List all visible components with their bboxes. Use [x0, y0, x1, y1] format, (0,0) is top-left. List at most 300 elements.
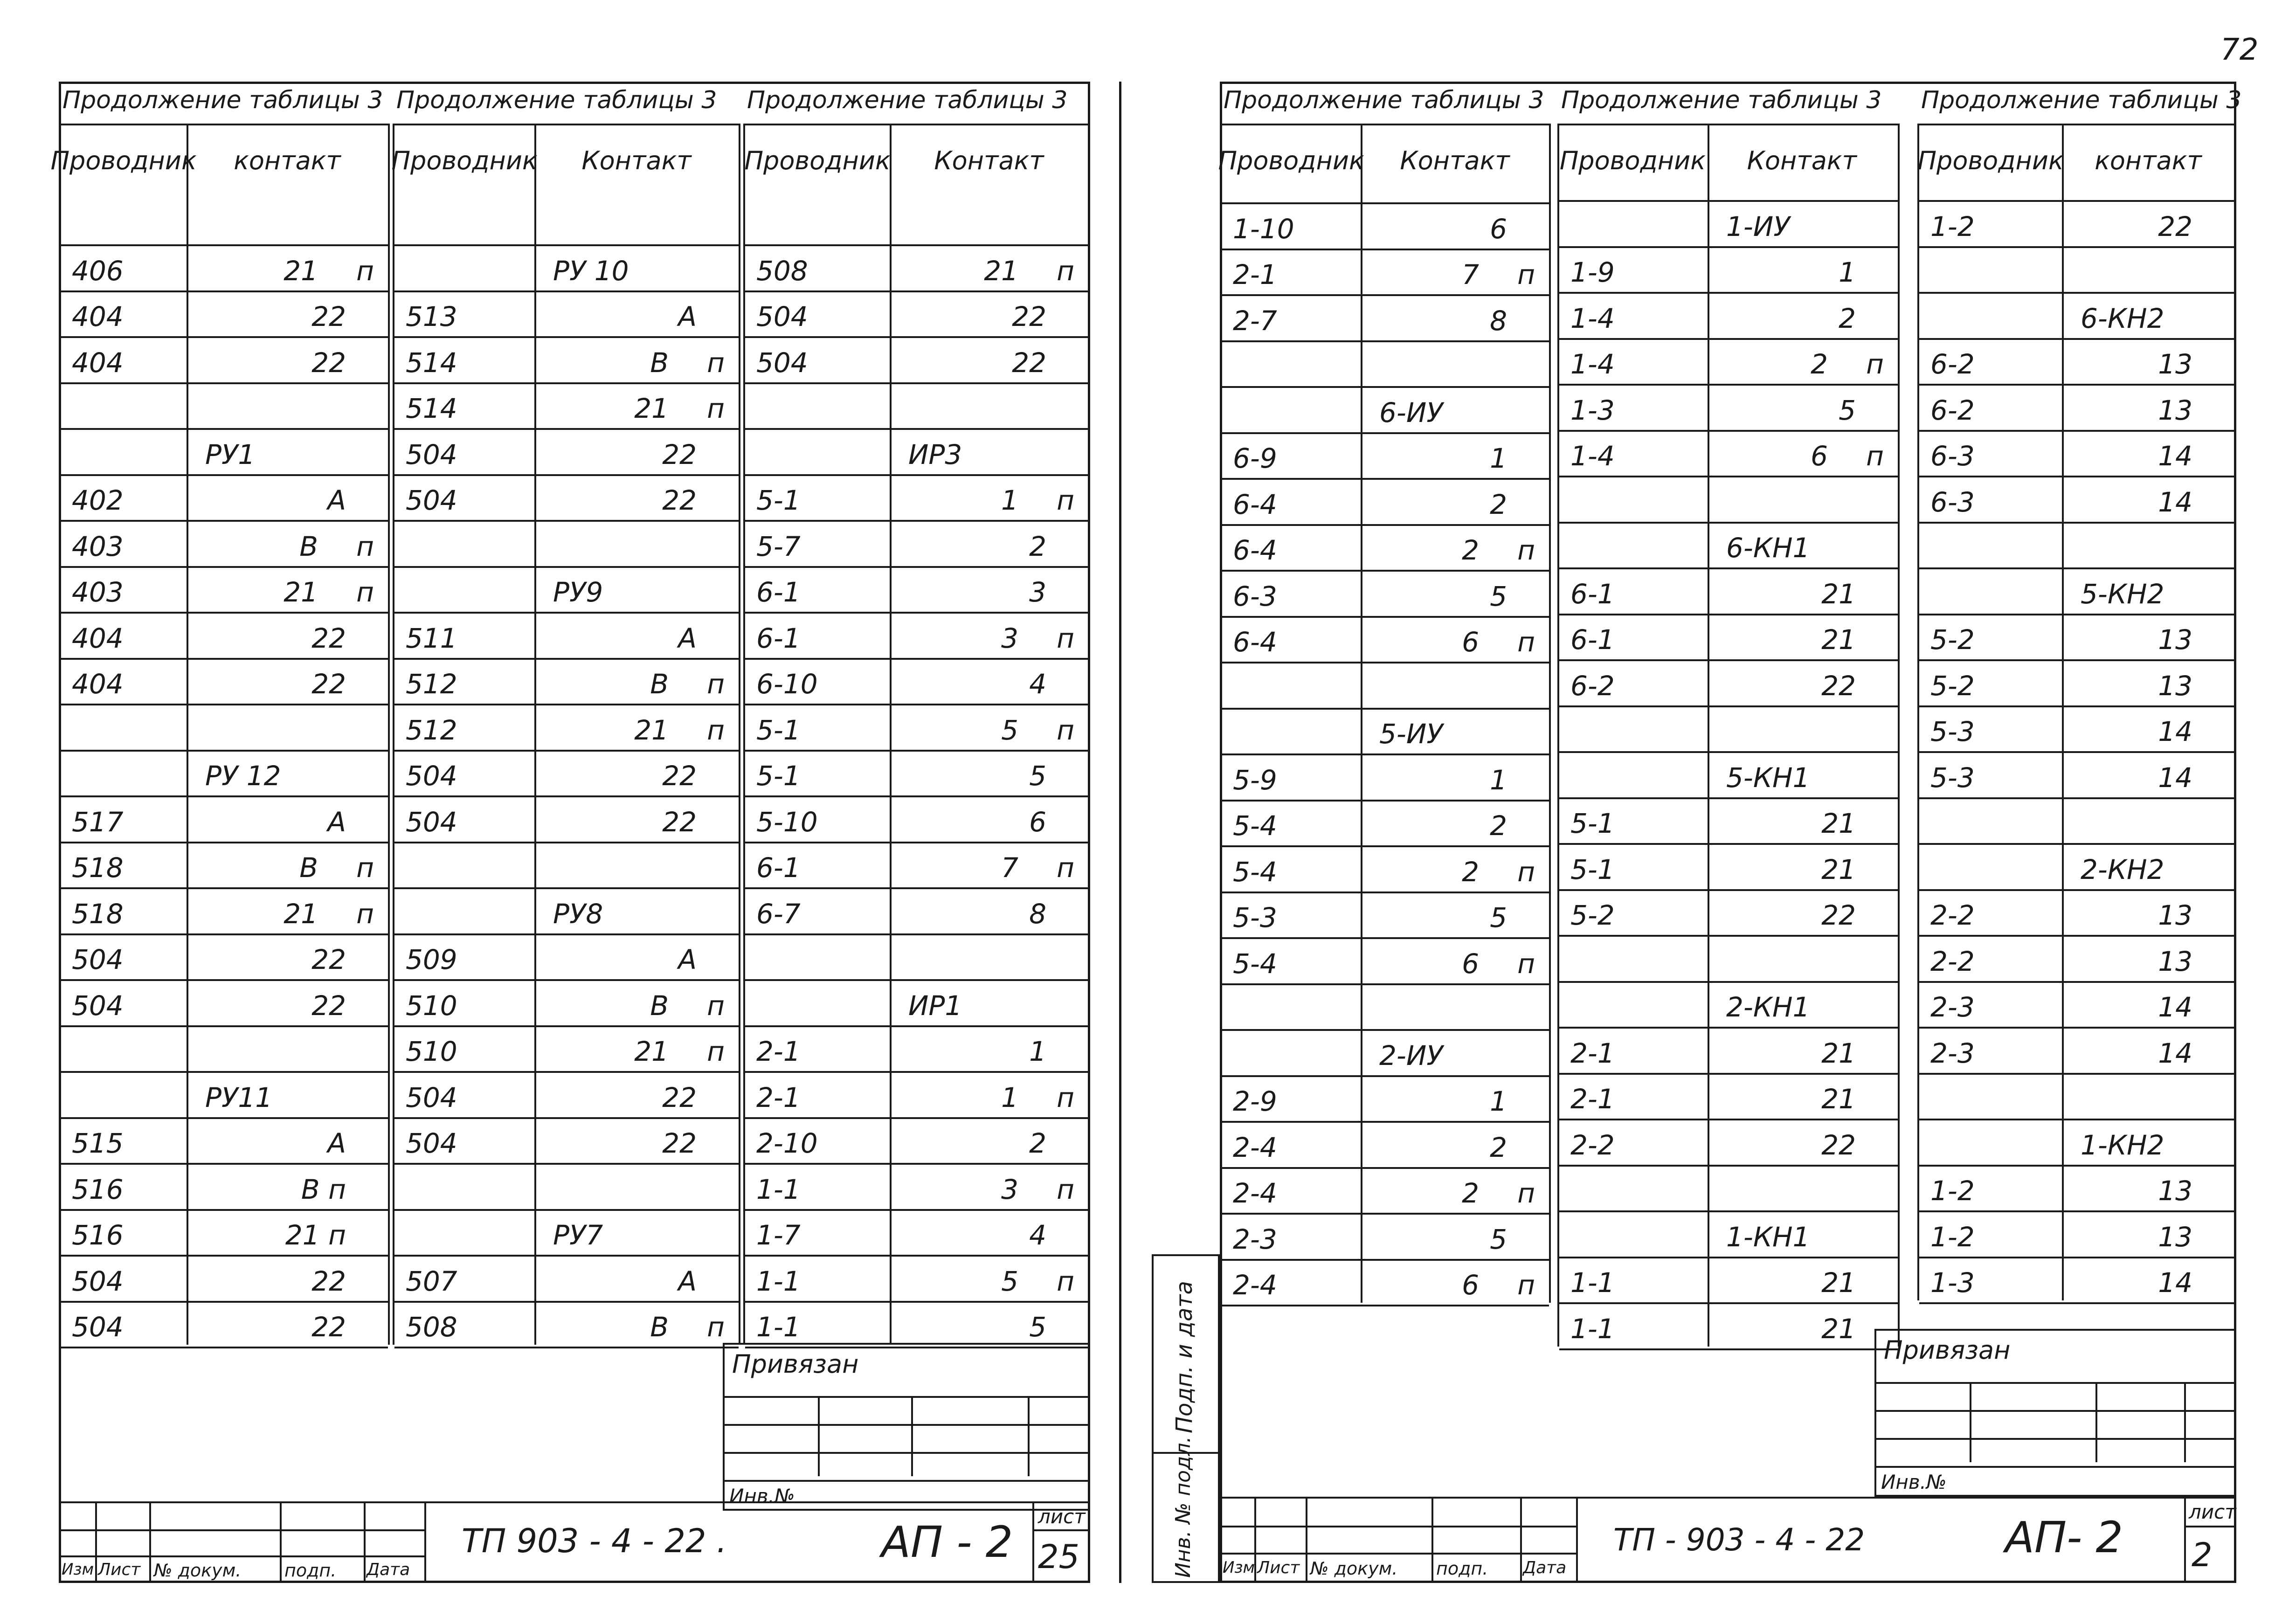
contact-cell: 21: [634, 714, 669, 746]
conductor-cell: 404: [72, 668, 124, 700]
contact-cell: 5: [1029, 1311, 1046, 1343]
conductor-cell: 504: [406, 760, 457, 792]
table-row: [61, 887, 388, 935]
contact-cell: 1: [1490, 442, 1507, 474]
table-row: [1222, 1121, 1549, 1169]
left-table-1-header-conductor: Проводник: [50, 145, 197, 175]
conductor-cell: 5-4: [1233, 810, 1277, 842]
table-row: [1222, 1167, 1549, 1215]
contact-cell: 21: [1821, 624, 1856, 656]
table-row: [1919, 935, 2234, 983]
table-row: [61, 474, 388, 522]
table-row: [1559, 935, 1898, 983]
conductor-cell: 513: [406, 301, 457, 332]
polarity-mark: п: [1866, 440, 1884, 472]
left-col-list: Лист: [98, 1560, 141, 1579]
contact-cell: 2: [1839, 302, 1856, 334]
contact-cell: 14: [2158, 1037, 2192, 1069]
conductor-cell: 1-9: [1570, 256, 1615, 288]
conductor-cell: 507: [406, 1265, 457, 1297]
contact-cell: 14: [2158, 991, 2192, 1023]
right-table-3-header: [1919, 125, 2234, 202]
table-row: [1919, 614, 2234, 662]
conductor-cell: 6-2: [1570, 670, 1615, 702]
left-table-1-header-contact: контакт: [234, 145, 341, 175]
table-row: [745, 1025, 1088, 1073]
table-row: [1919, 981, 2234, 1029]
right-table-2-header-contact: Контакт: [1747, 145, 1857, 175]
table-row: [1222, 937, 1549, 985]
conductor-cell: 6-9: [1233, 442, 1277, 474]
table-row: [61, 1117, 388, 1165]
left-code: АП - 2: [881, 1517, 1013, 1567]
right-code: АП- 2: [2005, 1513, 2123, 1562]
contact-cell: В п: [301, 1173, 346, 1205]
conductor-cell: 5-4: [1233, 856, 1277, 888]
page-number: 72: [2220, 33, 2259, 67]
contact-cell: 5: [1490, 580, 1507, 612]
table-row: [745, 612, 1088, 660]
right-table-1-title: Продолжение таблицы 3: [1224, 86, 1544, 114]
contact-cell: А: [678, 944, 697, 975]
conductor-cell: 509: [406, 944, 457, 975]
conductor-cell: 504: [406, 1081, 457, 1113]
conductor-cell: 5-7: [756, 530, 801, 562]
left-table-3-header: [745, 125, 1088, 246]
contact-cell: 22: [311, 989, 346, 1022]
polarity-mark: п: [707, 1311, 725, 1343]
right-table-2-title: Продолжение таблицы 3: [1561, 86, 1882, 114]
right-col-date: Дата: [1523, 1558, 1567, 1577]
side-strip: [1152, 1254, 1220, 1583]
table-row: [745, 979, 1088, 1027]
conductor-cell: 6-7: [756, 898, 801, 930]
table-row: [394, 704, 739, 752]
conductor-cell: 1-7: [756, 1219, 801, 1251]
conductor-cell: 2-3: [1930, 991, 1975, 1023]
table-row: [1559, 1165, 1898, 1213]
table-row: [1222, 1213, 1549, 1261]
table-row: [1559, 1257, 1898, 1305]
section-label: ИР1: [908, 989, 962, 1022]
table-row: [394, 750, 739, 798]
polarity-mark: п: [1057, 714, 1074, 746]
contact-cell: 2: [1490, 810, 1507, 842]
contact-cell: 6: [1462, 626, 1479, 658]
conductor-cell: 1-4: [1570, 302, 1615, 334]
contact-cell: 2: [1811, 348, 1828, 380]
polarity-mark: п: [1057, 622, 1074, 654]
contact-cell: 1: [1001, 1081, 1018, 1113]
conductor-cell: 5-10: [756, 806, 818, 838]
table-row: [61, 1163, 388, 1211]
table-row: [394, 1209, 739, 1257]
table-row: [394, 842, 739, 890]
polarity-mark: п: [1517, 856, 1535, 888]
conductor-cell: 6-2: [1930, 348, 1975, 380]
contact-cell: 22: [311, 346, 346, 379]
table-row: [1222, 800, 1549, 848]
contact-cell: 21: [984, 255, 1018, 287]
left-table-1-header: [50, 125, 388, 246]
table-row: [1559, 751, 1898, 799]
contact-cell: 6: [1462, 947, 1479, 980]
contact-cell: 2: [1462, 534, 1479, 566]
contact-cell: 6: [1462, 1269, 1479, 1301]
table-row: [394, 1025, 739, 1073]
table-row: [61, 336, 388, 384]
contact-cell: 13: [2158, 945, 2192, 977]
table-row: [745, 566, 1088, 614]
right-sheet-label: лист: [2189, 1500, 2236, 1523]
conductor-cell: 515: [72, 1127, 124, 1159]
table-row: [1222, 202, 1549, 250]
conductor-cell: 2-2: [1930, 945, 1975, 977]
right-col-list: Лист: [1257, 1558, 1300, 1577]
right-col-izm: Изм: [1223, 1558, 1255, 1577]
table-row: [61, 1255, 388, 1303]
table-row: [745, 520, 1088, 568]
table-row: [1919, 476, 2234, 524]
table-row: [394, 382, 739, 430]
table-row: [61, 290, 388, 339]
conductor-cell: 2-1: [1570, 1037, 1615, 1069]
table-row: [1919, 843, 2234, 891]
left-table-3-header-conductor: Проводник: [744, 145, 891, 175]
table-row: [61, 1209, 388, 1257]
table-row: [394, 428, 739, 476]
table-row: [1919, 797, 2234, 845]
right-table-1-header-contact: Контакт: [1400, 145, 1510, 175]
conductor-cell: 5-3: [1233, 902, 1277, 933]
left-table-2-header-contact: Контакт: [581, 145, 691, 175]
conductor-cell: 406: [72, 255, 124, 287]
conductor-cell: 1-2: [1930, 1175, 1975, 1207]
conductor-cell: 6-4: [1233, 626, 1277, 658]
contact-cell: 21: [284, 576, 318, 608]
section-label: 6-ИУ: [1379, 396, 1443, 428]
conductor-cell: 5-2: [1930, 624, 1975, 656]
table-row: [1559, 246, 1898, 294]
left-privyazan-label: Привязан: [732, 1349, 859, 1379]
polarity-mark: п: [1517, 259, 1535, 290]
section-label: 1-КН2: [2081, 1129, 2164, 1161]
left-table-3: [743, 124, 1090, 1345]
table-row: [745, 1255, 1088, 1303]
polarity-mark: п: [1517, 947, 1535, 980]
polarity-mark: п: [707, 346, 725, 379]
conductor-cell: 5-4: [1233, 947, 1277, 980]
conductor-cell: 2-1: [1570, 1083, 1615, 1115]
conductor-cell: 1-2: [1930, 210, 1975, 242]
contact-cell: 22: [311, 1265, 346, 1297]
contact-cell: 1: [1001, 484, 1018, 516]
table-row: [1919, 292, 2234, 340]
section-label: РУ1: [205, 438, 256, 470]
table-row: [745, 887, 1088, 935]
polarity-mark: п: [1866, 348, 1884, 380]
conductor-cell: 2-2: [1930, 899, 1975, 931]
table-row: [1559, 797, 1898, 845]
conductor-cell: 1-1: [756, 1265, 801, 1297]
polarity-mark: п: [356, 530, 374, 562]
contact-cell: А: [678, 622, 697, 654]
table-row: [1222, 845, 1549, 893]
table-row: [61, 382, 388, 430]
right-table-3-title: Продолжение таблицы 3: [1921, 86, 2242, 114]
contact-cell: В: [299, 530, 318, 562]
table-row: [394, 290, 739, 339]
section-label: РУ 10: [553, 255, 629, 287]
conductor-cell: 5-1: [1570, 853, 1615, 885]
contact-cell: 13: [2158, 1175, 2192, 1207]
section-label: 6-КН2: [2081, 302, 2164, 334]
contact-cell: 6: [1490, 213, 1507, 245]
contact-cell: 4: [1029, 1219, 1046, 1251]
conductor-cell: 5-9: [1233, 764, 1277, 796]
conductor-cell: 5-1: [756, 484, 801, 516]
right-table-2-header-conductor: Проводник: [1559, 145, 1706, 175]
contact-cell: А: [327, 1127, 346, 1159]
section-label: 6-КН1: [1726, 532, 1810, 564]
conductor-cell: 514: [406, 346, 457, 379]
contact-cell: 3: [1029, 576, 1046, 608]
table-row: [1222, 891, 1549, 940]
section-label: 2-КН1: [1726, 991, 1810, 1023]
table-row: [394, 887, 739, 935]
contact-cell: 21: [1821, 578, 1856, 610]
contact-cell: 22: [662, 1127, 697, 1159]
contact-cell: 8: [1490, 304, 1507, 337]
conductor-cell: 6-1: [1570, 624, 1615, 656]
contact-cell: 13: [2158, 348, 2192, 380]
table-row: [1919, 889, 2234, 937]
contact-cell: 21 п: [285, 1219, 346, 1251]
conductor-cell: 5-3: [1930, 716, 1975, 747]
table-row: [1919, 1027, 2234, 1075]
table-row: [1222, 708, 1549, 756]
conductor-cell: 1-1: [1570, 1267, 1615, 1299]
polarity-mark: п: [1057, 1173, 1074, 1205]
table-row: [1919, 659, 2234, 707]
left-sheet-no: 25: [1038, 1538, 1080, 1576]
table-row: [394, 474, 739, 522]
contact-cell: В: [650, 346, 669, 379]
table-row: [1559, 659, 1898, 707]
conductor-cell: 1-4: [1570, 440, 1615, 472]
table-row: [61, 566, 388, 614]
left-col-izm: Изм: [62, 1560, 94, 1579]
conductor-cell: 5-1: [756, 714, 801, 746]
side-inv-orig: Инв. № подл.: [1171, 1436, 1195, 1578]
contact-cell: 13: [2158, 899, 2192, 931]
conductor-cell: 5-2: [1570, 899, 1615, 931]
table-row: [1222, 340, 1549, 388]
section-label: 5-КН1: [1726, 761, 1810, 794]
left-sheet-label: лист: [1038, 1505, 1086, 1528]
polarity-mark: п: [1057, 1265, 1074, 1297]
table-row: [61, 750, 388, 798]
table-row: [745, 290, 1088, 339]
section-label: 1-КН1: [1726, 1221, 1810, 1253]
conductor-cell: 508: [406, 1311, 457, 1343]
contact-cell: 13: [2158, 1221, 2192, 1253]
table-row: [61, 428, 388, 476]
table-row: [1919, 246, 2234, 294]
conductor-cell: 504: [756, 346, 808, 379]
table-row: [1222, 1029, 1549, 1077]
conductor-cell: 6-1: [756, 622, 801, 654]
left-inv-label: Инв.№: [729, 1485, 795, 1507]
contact-cell: 21: [1821, 1083, 1856, 1115]
table-row: [394, 1071, 739, 1119]
contact-cell: 5: [1490, 902, 1507, 933]
conductor-cell: 504: [406, 438, 457, 470]
contact-cell: 1: [1490, 1085, 1507, 1117]
section-label: РУ 12: [205, 760, 281, 792]
table-row: [1919, 1119, 2234, 1167]
table-row: [1919, 430, 2234, 478]
section-label: 2-ИУ: [1379, 1039, 1443, 1071]
conductor-cell: 6-4: [1233, 488, 1277, 520]
left-table-1: [50, 124, 390, 1345]
table-row: [1919, 1210, 2234, 1258]
contact-cell: 21: [1821, 808, 1856, 839]
polarity-mark: п: [707, 393, 725, 424]
table-row: [394, 244, 739, 292]
table-row: [1222, 478, 1549, 526]
table-row: [1919, 384, 2234, 432]
contact-cell: В: [650, 989, 669, 1022]
contact-cell: 5: [1001, 714, 1018, 746]
conductor-cell: 504: [406, 806, 457, 838]
table-row: [61, 842, 388, 890]
contact-cell: 13: [2158, 394, 2192, 426]
contact-cell: 5: [1001, 1265, 1018, 1297]
conductor-cell: 511: [406, 622, 457, 654]
table-row: [1919, 1165, 2234, 1213]
contact-cell: 22: [1821, 899, 1856, 931]
conductor-cell: 504: [72, 989, 124, 1022]
contact-cell: А: [327, 484, 346, 516]
contact-cell: 2: [1029, 530, 1046, 562]
contact-cell: 21: [1821, 1313, 1856, 1345]
conductor-cell: 508: [756, 255, 808, 287]
polarity-mark: п: [1517, 1269, 1535, 1301]
polarity-mark: п: [707, 1036, 725, 1067]
contact-cell: 21: [284, 255, 318, 287]
table-row: [1559, 1027, 1898, 1075]
contact-cell: 5: [1490, 1223, 1507, 1255]
conductor-cell: 510: [406, 1036, 457, 1067]
conductor-cell: 5-1: [756, 760, 801, 792]
table-row: [1919, 1257, 2234, 1305]
contact-cell: 21: [1821, 853, 1856, 885]
contact-cell: 13: [2158, 624, 2192, 656]
table-row: [1222, 662, 1549, 710]
table-row: [394, 933, 739, 981]
table-row: [1222, 570, 1549, 618]
conductor-cell: 6-4: [1233, 534, 1277, 566]
table-row: [1559, 567, 1898, 615]
conductor-cell: 6-3: [1930, 486, 1975, 518]
right-table-3: [1917, 124, 2236, 1300]
conductor-cell: 6-1: [1570, 578, 1615, 610]
table-row: [1559, 430, 1898, 478]
contact-cell: 5: [1029, 760, 1046, 792]
table-row: [745, 1163, 1088, 1211]
table-row: [61, 612, 388, 660]
table-row: [745, 933, 1088, 981]
conductor-cell: 1-2: [1930, 1221, 1975, 1253]
right-inv-label: Инв.№: [1881, 1471, 1947, 1493]
polarity-mark: п: [356, 576, 374, 608]
table-row: [1919, 751, 2234, 799]
contact-cell: 21: [634, 1036, 669, 1067]
conductor-cell: 504: [72, 1311, 124, 1343]
conductor-cell: 504: [756, 301, 808, 332]
table-row: [61, 933, 388, 981]
contact-cell: 7: [1462, 259, 1479, 290]
contact-cell: 4: [1029, 668, 1046, 700]
contact-cell: 2: [1490, 488, 1507, 520]
contact-cell: В: [650, 1311, 669, 1343]
side-sign-date: Подп. и дата: [1171, 1281, 1197, 1433]
section-label: ИР3: [908, 438, 962, 470]
left-privyazan-box: [723, 1343, 1090, 1511]
conductor-cell: 2-4: [1233, 1131, 1277, 1163]
contact-cell: 22: [662, 484, 697, 516]
contact-cell: 21: [284, 898, 318, 930]
conductor-cell: 6-3: [1233, 580, 1277, 612]
conductor-cell: 2-3: [1233, 1223, 1277, 1255]
contact-cell: 6: [1029, 806, 1046, 838]
table-row: [745, 1071, 1088, 1119]
right-table-2: [1557, 124, 1900, 1347]
table-row: [1222, 983, 1549, 1031]
table-row: [394, 658, 739, 706]
table-row: [1222, 386, 1549, 434]
section-label: РУ11: [205, 1081, 273, 1113]
contact-cell: 3: [1001, 1173, 1018, 1205]
table-row: [1222, 294, 1549, 342]
table-row: [61, 979, 388, 1027]
left-stamp: [59, 1501, 1090, 1583]
conductor-cell: 504: [406, 484, 457, 516]
conductor-cell: 5-1: [1570, 808, 1615, 839]
table-row: [61, 1025, 388, 1073]
table-row: [1559, 705, 1898, 753]
contact-cell: 2: [1029, 1127, 1046, 1159]
conductor-cell: 516: [72, 1173, 124, 1205]
table-row: [1222, 753, 1549, 802]
sheet-divider: [1119, 82, 1121, 1583]
conductor-cell: 2-4: [1233, 1269, 1277, 1301]
table-row: [1222, 1259, 1549, 1307]
conductor-cell: 1-1: [756, 1173, 801, 1205]
contact-cell: 14: [2158, 1267, 2192, 1299]
right-table-2-header: [1559, 125, 1898, 202]
conductor-cell: 1-4: [1570, 348, 1615, 380]
table-row: [1919, 705, 2234, 753]
left-designation: ТП 903 - 4 - 22 .: [462, 1522, 727, 1560]
conductor-cell: 517: [72, 806, 124, 838]
table-row: [1559, 1210, 1898, 1258]
contact-cell: 22: [1821, 670, 1856, 702]
conductor-cell: 504: [72, 944, 124, 975]
left-col-doc: № докум.: [154, 1560, 242, 1581]
right-sheet-no: 2: [2192, 1536, 2213, 1574]
